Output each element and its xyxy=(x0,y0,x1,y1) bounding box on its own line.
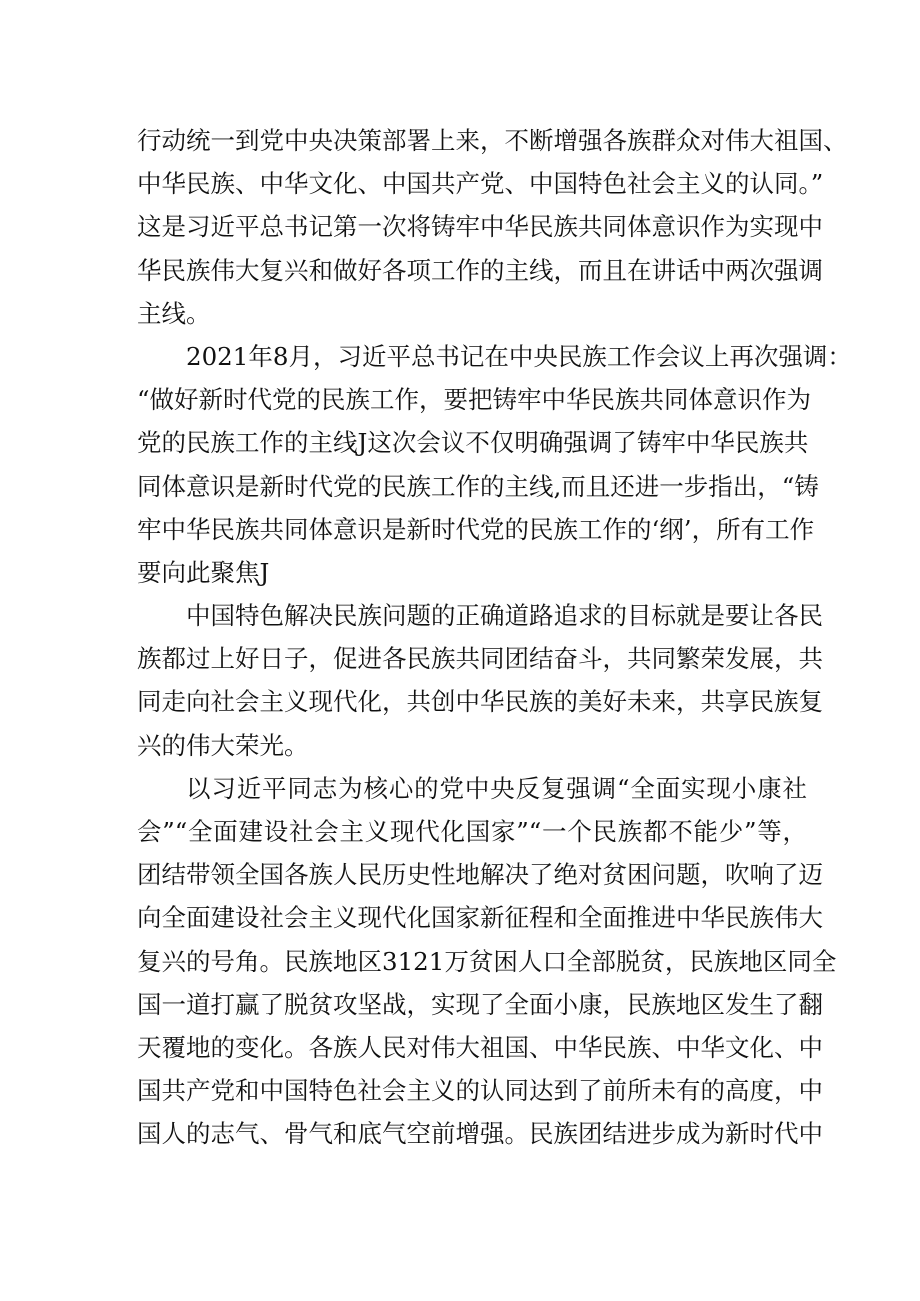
text-line: 牢中华民族共同体意识是新时代党的民族工作的‘纲’，所有工作 xyxy=(137,514,815,544)
text-line: 中华民族、中华文化、中国共产党、中国特色社会主义的认同。” xyxy=(137,169,824,199)
text-line: 复兴的号角。民族地区3121万贫困人口全部脱贫，民族地区同全 xyxy=(137,946,837,976)
text-line: 华民族伟大复兴和做好各项工作的主线，而且在讲话中两次强调 xyxy=(137,255,823,285)
text-line: 主线。 xyxy=(137,298,211,328)
text-line: 要向此聚焦J xyxy=(137,557,270,587)
paragraph xyxy=(137,767,837,1156)
text-line: “做好新时代党的民族工作，要把铸牢中华民族共同体意识作为 xyxy=(137,385,812,415)
text-line: 同体意识是新时代党的民族工作的主线,而且还进一步指出，“铸 xyxy=(137,471,819,501)
text-line: 族都过上好日子，促进各民族共同团结奋斗，共同繁荣发展，共 xyxy=(137,644,823,674)
text-line: 中国特色解决民族问题的正确道路追求的目标就是要让各民 xyxy=(186,601,823,631)
text-line: 天覆地的变化。各族人民对伟大祖国、中华民族、中华文化、中 xyxy=(137,1032,823,1062)
text-line: 2021年8月，习近平总书记在中央民族工作会议上再次强调： xyxy=(186,341,852,371)
paragraph xyxy=(137,335,852,594)
text-line: 党的民族工作的主线J这次会议不仅明确强调了铸牢中华民族共 xyxy=(137,428,809,458)
document-body xyxy=(137,119,852,1156)
text-line: 向全面建设社会主义现代化国家新征程和全面推进中华民族伟大 xyxy=(137,903,823,933)
text-line: 兴的伟大荣光。 xyxy=(137,730,309,760)
text-line: 团结带领全国各族人民历史性地解决了绝对贫困问题，吹响了迈 xyxy=(137,860,823,890)
paragraph xyxy=(137,594,823,767)
text-line: 同走向社会主义现代化，共创中华民族的美好未来，共享民族复 xyxy=(137,687,823,717)
text-line: 国共产党和中国特色社会主义的认同达到了前所未有的高度，中 xyxy=(137,1076,823,1106)
text-line: 国人的志气、骨气和底气空前增强。民族团结进步成为新时代中 xyxy=(137,1119,823,1149)
paragraph xyxy=(137,119,848,335)
text-line: 这是习近平总书记第一次将铸牢中华民族共同体意识作为实现中 xyxy=(137,212,823,242)
text-line: 以习近平同志为核心的党中央反复强调“全面实现小康社 xyxy=(186,773,807,803)
text-line: 行动统一到党中央决策部署上来，不断增强各族群众对伟大祖国、 xyxy=(137,126,848,155)
text-line: 国一道打赢了脱贫攻坚战，实现了全面小康，民族地区发生了翻 xyxy=(137,989,823,1019)
text-line: 会”“全面建设社会主义现代化国家”“一个民族都不能少”等， xyxy=(137,817,807,846)
